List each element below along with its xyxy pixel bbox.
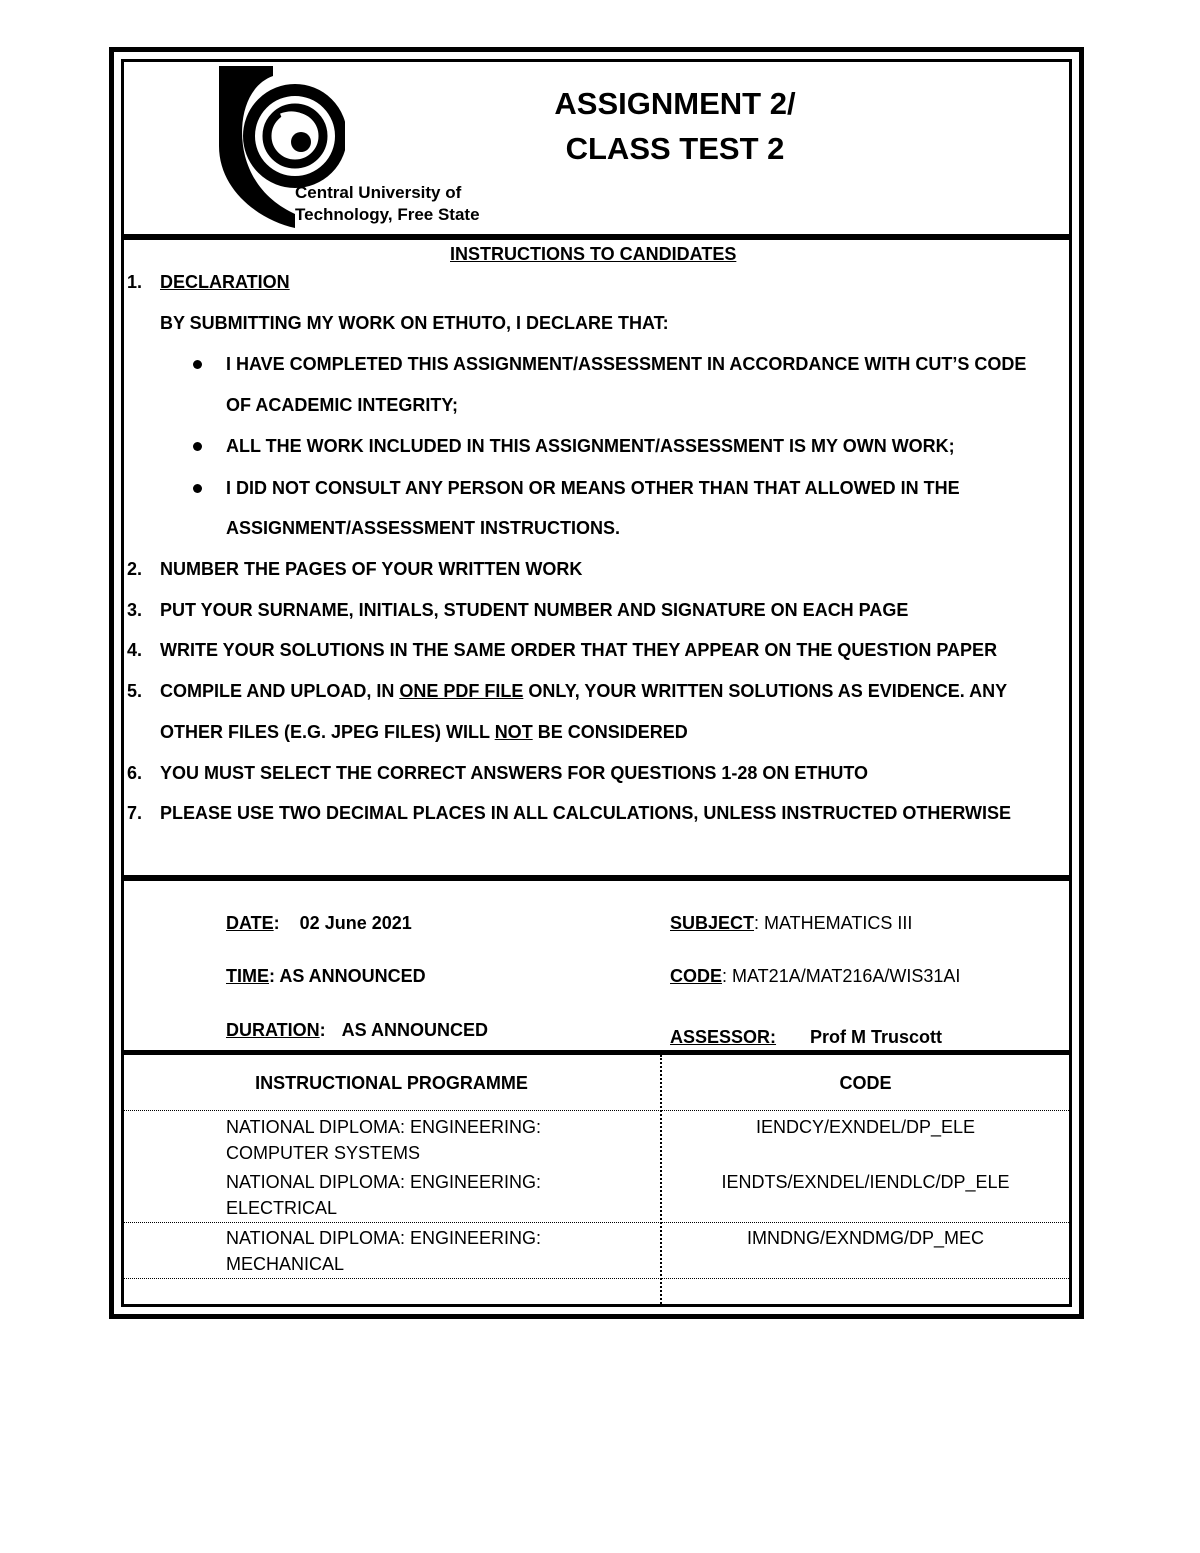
programme-name: NATIONAL DIPLOMA: ENGINEERING: COMPUTER SYSTEMS (226, 1117, 542, 1163)
table-header-programme: INSTRUCTIONAL PROGRAMME (255, 1073, 528, 1093)
declaration-title: DECLARATION (160, 272, 290, 292)
page-title-line1: ASSIGNMENT 2/ (554, 86, 796, 121)
time-value: : AS ANNOUNCED (269, 966, 426, 986)
university-logo (215, 64, 485, 230)
instructions-divider (121, 875, 1072, 881)
subject-value: : MATHEMATICS III (754, 913, 913, 933)
date-value: 02 June 2021 (299, 913, 412, 933)
duration-label: DURATION (226, 1020, 320, 1040)
declaration-bullet-1-line2: OF ACADEMIC INTEGRITY; (226, 395, 458, 415)
declaration-number: 1. (127, 272, 143, 292)
instruction-item: PLEASE USE TWO DECIMAL PLACES IN ALL CALCULATIONS, UNLESS INSTRUCTED OTHERWISE (160, 803, 1012, 823)
table-row-divider (124, 1222, 1069, 1223)
subject-field (670, 912, 912, 934)
instructions-heading: INSTRUCTIONS TO CANDIDATES (450, 244, 737, 264)
table-row-divider (124, 1110, 1069, 1111)
duration-field: DURATION: AS ANNOUNCED (226, 1020, 488, 1040)
bullet-icon (193, 484, 202, 493)
subject-label: SUBJECT (670, 913, 755, 933)
table-header-code: CODE (839, 1073, 892, 1093)
programme-name: NATIONAL DIPLOMA: ENGINEERING: ELECTRICAL (226, 1172, 542, 1218)
declaration-bullet-3-line2: ASSIGNMENT/ASSESSMENT INSTRUCTIONS. (226, 518, 621, 538)
instruction-number: 4. (127, 640, 143, 660)
declaration-bullet-2: ALL THE WORK INCLUDED IN THIS ASSIGNMENT/ASSESSMENT IS MY OWN WORK; (226, 436, 955, 456)
logo-text-line2: Technology, Free State (295, 205, 480, 224)
declaration-bullet-1-line1: I HAVE COMPLETED THIS ASSIGNMENT/ASSESSMENT IN ACCORDANCE WITH CUT’S CODE (226, 354, 1027, 374)
programme-name: NATIONAL DIPLOMA: ENGINEERING: MECHANICAL (226, 1228, 542, 1274)
date-field: DATE: 02 June 2021 (226, 913, 412, 933)
assessor-field (670, 1026, 942, 1048)
instruction-item: NUMBER THE PAGES OF YOUR WRITTEN WORK (160, 559, 583, 579)
declaration-bullet-3-line1: I DID NOT CONSULT ANY PERSON OR MEANS OTHER THAN THAT ALLOWED IN THE (226, 478, 960, 498)
time-field (226, 965, 426, 987)
instruction-item-5-line2: OTHER FILES (E.G. JPEG FILES) WILL NOT BE CONSIDERED (160, 722, 688, 742)
programme-code: IENDCY/EXNDEL/DP_ELE (755, 1117, 976, 1137)
instruction-number: 2. (127, 559, 143, 579)
page-title-line2: CLASS TEST 2 (565, 131, 785, 166)
time-label: TIME (226, 966, 269, 986)
code-value: : MAT21A/MAT216A/WIS31AI (722, 966, 961, 986)
bullet-icon (193, 360, 202, 369)
code-field (670, 965, 960, 987)
logo-text-line1: Central University of (295, 183, 462, 202)
table-row-divider (124, 1278, 1069, 1279)
instruction-number: 5. (127, 681, 143, 701)
date-label: DATE (226, 913, 274, 933)
instruction-item: PUT YOUR SURNAME, INITIALS, STUDENT NUMBER AND SIGNATURE ON EACH PAGE (160, 600, 909, 620)
programme-code: IMNDNG/EXNDMG/DP_MEC (746, 1228, 984, 1248)
assessor-label: ASSESSOR: (670, 1027, 777, 1047)
details-divider (121, 1050, 1072, 1055)
bullet-icon (193, 442, 202, 451)
instruction-item-5-line1: COMPILE AND UPLOAD, IN ONE PDF FILE ONLY, YOUR WRITTEN SOLUTIONS AS EVIDENCE. ANY (160, 681, 1008, 701)
instruction-item: YOU MUST SELECT THE CORRECT ANSWERS FOR QUESTIONS 1-28 ON ETHUTO (160, 763, 869, 783)
instruction-number: 7. (127, 803, 143, 823)
instruction-number: 3. (127, 600, 143, 620)
instruction-number: 6. (127, 763, 143, 783)
programme-code: IENDTS/EXNDEL/IENDLC/DP_ELE (721, 1172, 1010, 1192)
code-label: CODE (670, 966, 723, 986)
header-divider (121, 234, 1072, 240)
instruction-item: WRITE YOUR SOLUTIONS IN THE SAME ORDER THAT THEY APPEAR ON THE QUESTION PAPER (160, 640, 998, 660)
assessor-value: Prof M Truscott (810, 1027, 943, 1047)
declaration-intro: BY SUBMITTING MY WORK ON ETHUTO, I DECLARE THAT: (160, 313, 669, 333)
duration-value: AS ANNOUNCED (341, 1020, 488, 1040)
